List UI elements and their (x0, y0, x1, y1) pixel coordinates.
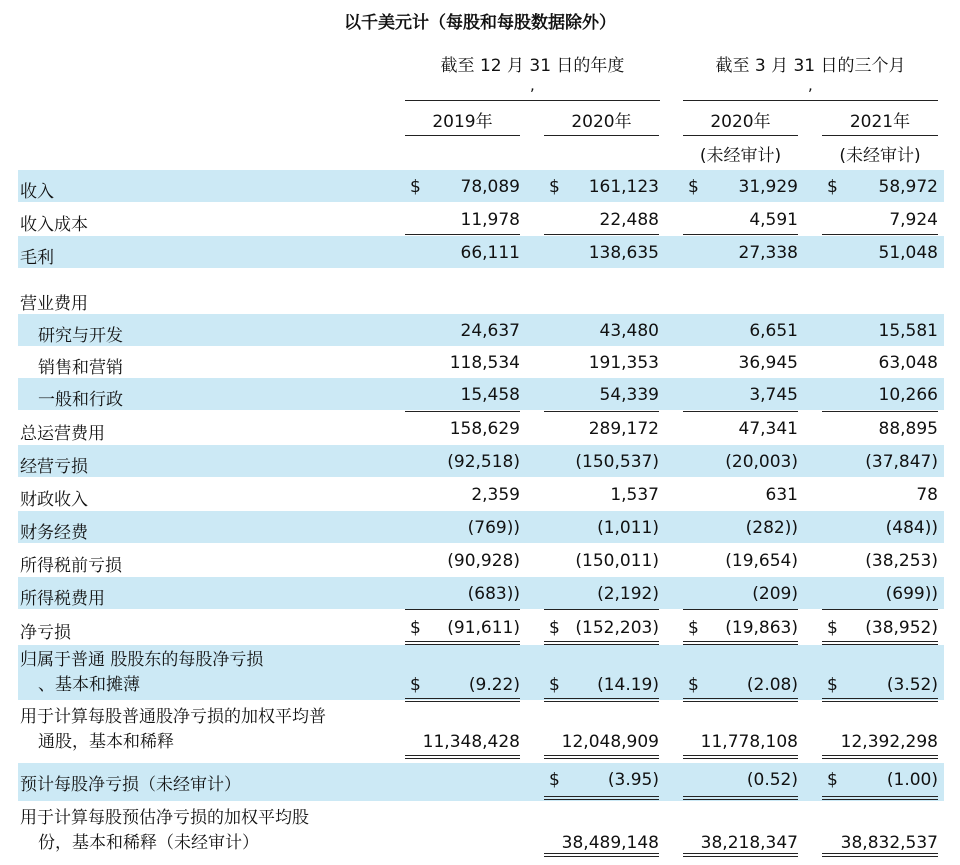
group-underline-annual (405, 100, 660, 101)
currency-symbol: $ (410, 675, 421, 695)
column-group-annual: 截至 12 月 31 日的年度 (440, 56, 625, 76)
row-label: 一般和行政 (38, 390, 123, 410)
table-cell-value: 54,339 (599, 385, 659, 405)
underline-col2-r2 (544, 411, 659, 412)
double-underline-col3-d (683, 796, 798, 800)
year-underline-2020-quarter (683, 135, 798, 136)
column-group-annual-comma: , (530, 76, 535, 94)
table-cell-value: (484)) (885, 518, 938, 538)
table-cell-value: (3.52) (886, 675, 938, 695)
double-underline-col1-a (405, 641, 520, 645)
row-label-line: 通股，基本和稀释 (38, 732, 174, 752)
double-underline-col4-a (822, 641, 938, 645)
table-row (18, 282, 944, 314)
table-cell-value: (14.19) (597, 675, 659, 695)
row-label: 销售和营销 (38, 358, 123, 378)
row-label-line: 用于计算每股普通股净亏损的加权平均普 (20, 707, 326, 727)
unaudited-note-2020-quarter: (未经审计) (699, 146, 782, 166)
table-cell-value: 24,637 (460, 321, 520, 341)
table-cell-value: (0.52) (746, 770, 798, 790)
currency-symbol: $ (410, 177, 421, 197)
double-underline-col2-e (544, 853, 659, 857)
currency-symbol: $ (688, 177, 699, 197)
row-label: 总运营费用 (20, 424, 105, 444)
double-underline-col1-c (405, 755, 520, 759)
table-cell-value: 38,489,148 (561, 833, 659, 853)
table-cell-value: 7,924 (889, 210, 938, 230)
table-cell-value: 36,945 (738, 353, 798, 373)
row-label-line: 用于计算每股预估净亏损的加权平均股 (20, 808, 309, 828)
table-cell-value: 78,089 (460, 177, 520, 197)
table-cell-value: 66,111 (460, 243, 520, 263)
row-label: 财政收入 (20, 490, 88, 510)
table-row (18, 544, 944, 576)
double-underline-col1-b (405, 698, 520, 702)
year-header-2019: 2019年 (432, 112, 493, 132)
currency-symbol: $ (549, 770, 560, 790)
table-cell-value: 11,348,428 (422, 732, 520, 752)
underline-col2-r3 (544, 609, 659, 610)
table-row (18, 763, 944, 801)
row-label: 研究与开发 (38, 326, 123, 346)
double-underline-col4-d (822, 796, 938, 800)
double-underline-col2-b (544, 698, 659, 702)
currency-symbol: $ (827, 618, 838, 638)
table-title: 以千美元计（每股和每股数据除外） (344, 13, 616, 33)
underline-col1-r3 (405, 609, 520, 610)
table-cell-value: 2,359 (471, 485, 520, 505)
table-cell-value: 88,895 (878, 419, 938, 439)
table-cell-value: (38,253) (865, 551, 938, 571)
table-cell-value: 631 (765, 485, 798, 505)
double-underline-col3-a (683, 641, 798, 645)
currency-symbol: $ (688, 675, 699, 695)
group-underline-quarter (683, 100, 938, 101)
table-cell-value: 78 (916, 485, 938, 505)
double-underline-col2-c (544, 755, 659, 759)
underline-col3-r3 (683, 609, 798, 610)
table-cell-value: (20,003) (725, 452, 798, 472)
table-cell-value: (699)) (885, 584, 938, 604)
table-cell-value: 38,832,537 (840, 833, 938, 853)
table-cell-value: 6,651 (749, 321, 798, 341)
table-row (18, 803, 944, 858)
table-row (18, 445, 944, 477)
double-underline-col2-d (544, 796, 659, 800)
table-cell-value: 11,978 (460, 210, 520, 230)
table-row (18, 236, 944, 268)
table-cell-value: 4,591 (749, 210, 798, 230)
year-header-2021-quarter: 2021年 (849, 112, 911, 132)
double-underline-col3-e (683, 853, 798, 857)
year-underline-2019 (405, 135, 520, 136)
table-cell-value: (152,203) (575, 618, 659, 638)
table-cell-value: (92,518) (447, 452, 520, 472)
table-cell-value: 3,745 (749, 385, 798, 405)
year-header-2020-annual: 2020年 (571, 112, 632, 132)
table-cell-value: 191,353 (588, 353, 659, 373)
table-row (18, 170, 944, 202)
table-cell-value: 11,778,108 (700, 732, 798, 752)
currency-symbol: $ (549, 618, 560, 638)
table-cell-value: 10,266 (878, 385, 938, 405)
column-group-quarter-comma: , (808, 76, 813, 94)
year-underline-2021-quarter (822, 135, 938, 136)
double-underline-col3-b (683, 698, 798, 702)
row-label: 收入 (20, 182, 54, 202)
table-cell-value: (150,537) (575, 452, 659, 472)
table-row (18, 511, 944, 543)
table-cell-value: 31,929 (738, 177, 798, 197)
table-cell-value: 158,629 (449, 419, 520, 439)
table-row (18, 611, 944, 643)
table-cell-value: (19,863) (725, 618, 798, 638)
table-cell-value: 12,392,298 (840, 732, 938, 752)
table-row (18, 577, 944, 609)
table-cell-value: (37,847) (865, 452, 938, 472)
table-cell-value: (683)) (467, 584, 520, 604)
table-cell-value: (91,611) (447, 618, 520, 638)
currency-symbol: $ (410, 618, 421, 638)
underline-col3-r1 (683, 234, 798, 235)
table-cell-value: (90,928) (447, 551, 520, 571)
table-cell-value: 27,338 (738, 243, 798, 263)
row-label: 经营亏损 (20, 457, 88, 477)
table-cell-value: (19,654) (725, 551, 798, 571)
table-cell-value: 63,048 (878, 353, 938, 373)
table-cell-value: 138,635 (588, 243, 659, 263)
row-label: 所得税费用 (20, 589, 105, 609)
row-label: 净亏损 (20, 623, 71, 643)
double-underline-col3-c (683, 755, 798, 759)
row-label: 所得税前亏损 (20, 556, 122, 576)
table-cell-value: 12,048,909 (561, 732, 659, 752)
table-cell-value: 15,458 (460, 385, 520, 405)
table-row (18, 478, 944, 510)
row-label: 财务经费 (20, 523, 88, 543)
table-cell-value: (1,011) (597, 518, 659, 538)
table-row (18, 702, 944, 757)
table-row (18, 203, 944, 235)
table-cell-value: 1,537 (610, 485, 659, 505)
table-cell-value: (282)) (745, 518, 798, 538)
table-cell-value: 58,972 (878, 177, 938, 197)
table-cell-value: 161,123 (588, 177, 659, 197)
table-cell-value: (38,952) (865, 618, 938, 638)
table-cell-value: 22,488 (599, 210, 659, 230)
row-label: 预计每股净亏损（未经审计） (20, 775, 241, 795)
double-underline-col4-b (822, 698, 938, 702)
table-cell-value: (1.00) (886, 770, 938, 790)
table-cell-value: 15,581 (878, 321, 938, 341)
row-label: 营业费用 (20, 294, 88, 314)
table-cell-value: (209) (752, 584, 798, 604)
table-cell-value: (3.95) (607, 770, 659, 790)
column-group-quarter: 截至 3 月 31 日的三个月 (715, 56, 906, 76)
currency-symbol: $ (827, 770, 838, 790)
row-label: 毛利 (20, 248, 54, 268)
table-cell-value: 51,048 (878, 243, 938, 263)
table-cell-value: (9.22) (468, 675, 520, 695)
underline-col3-r2 (683, 411, 798, 412)
double-underline-col4-c (822, 755, 938, 759)
underline-col1-r1 (405, 234, 520, 235)
table-cell-value: 38,218,347 (700, 833, 798, 853)
table-row (18, 645, 944, 700)
row-label-line: 份，基本和稀释（未经审计） (38, 833, 259, 853)
row-label-line: 归属于普通 股股东的每股净亏损 (20, 650, 264, 670)
table-cell-value: (2.08) (746, 675, 798, 695)
table-cell-value: 47,341 (738, 419, 798, 439)
table-row (18, 314, 944, 346)
currency-symbol: $ (688, 618, 699, 638)
row-label: 收入成本 (20, 215, 88, 235)
table-cell-value: (150,011) (575, 551, 659, 571)
table-cell-value: (769)) (467, 518, 520, 538)
double-underline-col2-a (544, 641, 659, 645)
currency-symbol: $ (549, 177, 560, 197)
underline-col2-r1 (544, 234, 659, 235)
table-row (18, 346, 944, 378)
year-underline-2020-annual (544, 135, 659, 136)
currency-symbol: $ (549, 675, 560, 695)
table-row (18, 378, 944, 410)
currency-symbol: $ (827, 675, 838, 695)
year-header-2020-quarter: 2020年 (710, 112, 771, 132)
currency-symbol: $ (827, 177, 838, 197)
underline-col4-r3 (822, 609, 938, 610)
table-cell-value: (2,192) (597, 584, 659, 604)
unaudited-note-2021-quarter: (未经审计) (839, 146, 921, 166)
table-row (18, 412, 944, 444)
table-cell-value: 289,172 (588, 419, 659, 439)
underline-col4-r1 (822, 234, 938, 235)
underline-col1-r2 (405, 411, 520, 412)
row-label-line: 、基本和摊薄 (38, 675, 140, 695)
table-cell-value: 43,480 (599, 321, 659, 341)
table-cell-value: 118,534 (449, 353, 520, 373)
double-underline-col4-e (822, 853, 938, 857)
underline-col4-r2 (822, 411, 938, 412)
